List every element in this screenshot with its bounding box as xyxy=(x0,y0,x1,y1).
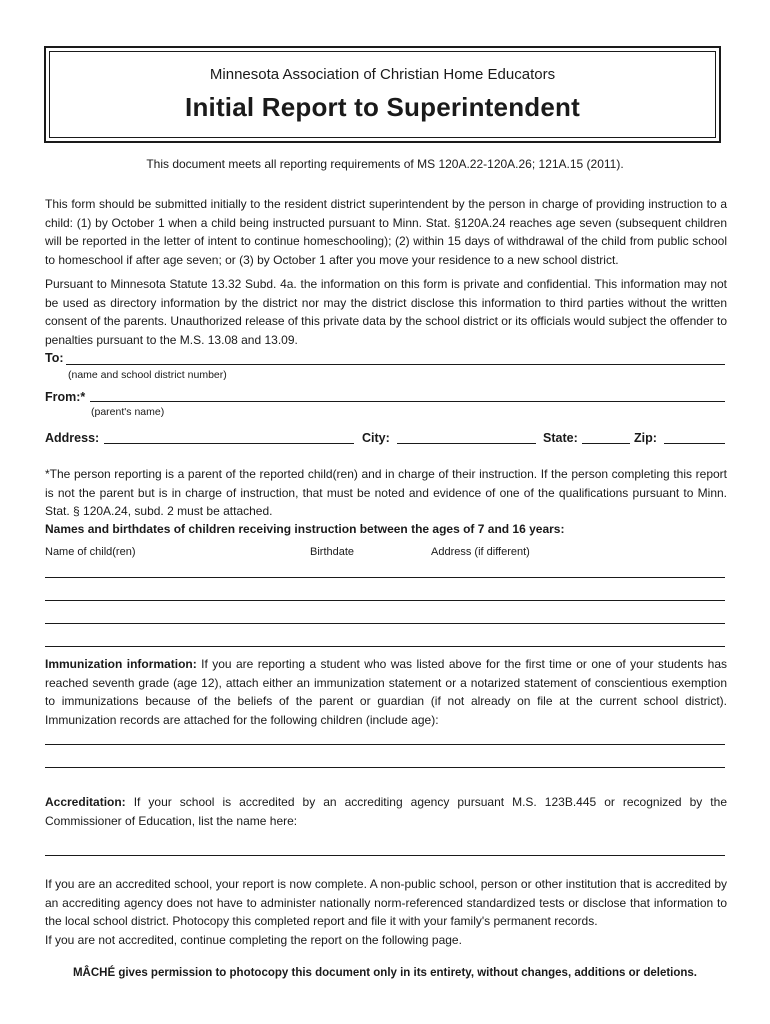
accreditation-line[interactable] xyxy=(45,855,725,856)
children-heading: Names and birthdates of children receiving instruction between the ages of 7 and 16 years: xyxy=(45,522,565,536)
state-label: State: xyxy=(543,431,578,445)
intro-paragraph: This form should be submitted initially to the resident district superintendent by the person in charge of providing instruction to a child: (1) by October 1 when a child being instructed pursuant to Minn. Stat. §120A.24 reaches age seven (subsequent children will be reported in the letter of intent to continue homeschooling); (2) within 15 days of withdrawal of the child from public school to homeschool if after age seven; or (3) by October 1 after you move your residence to a new school district. xyxy=(45,197,727,267)
col-address-header: Address (if different) xyxy=(431,546,530,558)
immunization-label: Immunization information: xyxy=(45,657,197,671)
city-field[interactable] xyxy=(397,443,536,444)
from-field[interactable] xyxy=(90,401,725,402)
accreditation-text: If your school is accredited by an accrediting agency pursuant M.S. 123B.445 or recognized by the Commissioner of Education, list the name here: xyxy=(45,795,727,828)
organization-name: Minnesota Association of Christian Home Educators xyxy=(209,66,556,83)
header-box xyxy=(44,46,721,143)
to-hint: (name and school district number) xyxy=(68,369,227,381)
child-row-line[interactable] xyxy=(45,646,725,647)
accreditation-paragraph xyxy=(45,793,727,830)
city-label: City: xyxy=(362,431,390,445)
address-field[interactable] xyxy=(104,443,354,444)
accredited-paragraph: If you are an accredited school, your report is now complete. A non-public school, person or other institution that is accredited by an accrediting agency does not have to administer nationally norm-referenced standardized tests or disclose that information to the local school district. Photocopy this completed report and file it with your family's permanent records. xyxy=(45,877,727,929)
footer-note: MÂCHÉ gives permission to photocopy this document only in its entirety, without changes, additions or deletions. xyxy=(72,967,698,979)
immunization-line[interactable] xyxy=(45,767,725,768)
from-label: From:* xyxy=(45,390,86,404)
page-title: Initial Report to Superintendent xyxy=(185,92,580,122)
immunization-text: If you are reporting a student who was listed above for the first time or one of your students has reached seventh grade (age 12), attach either an immunization statement or a notarized statement of conscientious exemption to immunizations because of the beliefs of the parent or guardian (if not already on file at the current school district). Immunization records are attached for the following children (include age): xyxy=(45,657,727,727)
parent-note: *The person reporting is a parent of the reported child(ren) and in charge of their instruction. If the person completing this report is not the parent but is in charge of instruction, that must be noted and evidence of one of the qualifications pursuant to Minn. Stat. § 120A.24, subd. 2 must be attached. xyxy=(45,467,727,519)
child-row-line[interactable] xyxy=(45,623,725,624)
zip-field[interactable] xyxy=(664,443,725,444)
col-birthdate-header: Birthdate xyxy=(310,546,355,558)
accreditation-label: Accreditation: xyxy=(45,795,126,809)
immunization-paragraph xyxy=(45,655,727,729)
to-label: To: xyxy=(45,351,64,365)
not-accredited-note: If you are not accredited, continue completing the report on the following page. xyxy=(45,933,462,947)
privacy-paragraph: Pursuant to Minnesota Statute 13.32 Subd. 4a. the information on this form is private and confidential. This information may not be used as directory information by the district nor may the district disclose this information to third parties without the written consent of the parents. Unauthorized release of this private data by the school district or its officials would subject the offender to penalties pursuant to the M.S. 13.08 and 13.09. xyxy=(45,277,727,347)
col-name-header: Name of child(ren) xyxy=(45,546,136,558)
from-hint: (parent's name) xyxy=(91,406,165,418)
zip-label: Zip: xyxy=(634,431,657,445)
address-label: Address: xyxy=(45,431,100,445)
child-row-line[interactable] xyxy=(45,577,725,578)
requirements-note: This document meets all reporting requirements of MS 120A.22-120A.26; 121A.15 (2011). xyxy=(146,157,624,171)
child-row-line[interactable] xyxy=(45,600,725,601)
immunization-line[interactable] xyxy=(45,744,725,745)
state-field[interactable] xyxy=(582,443,630,444)
to-field[interactable] xyxy=(66,364,725,365)
